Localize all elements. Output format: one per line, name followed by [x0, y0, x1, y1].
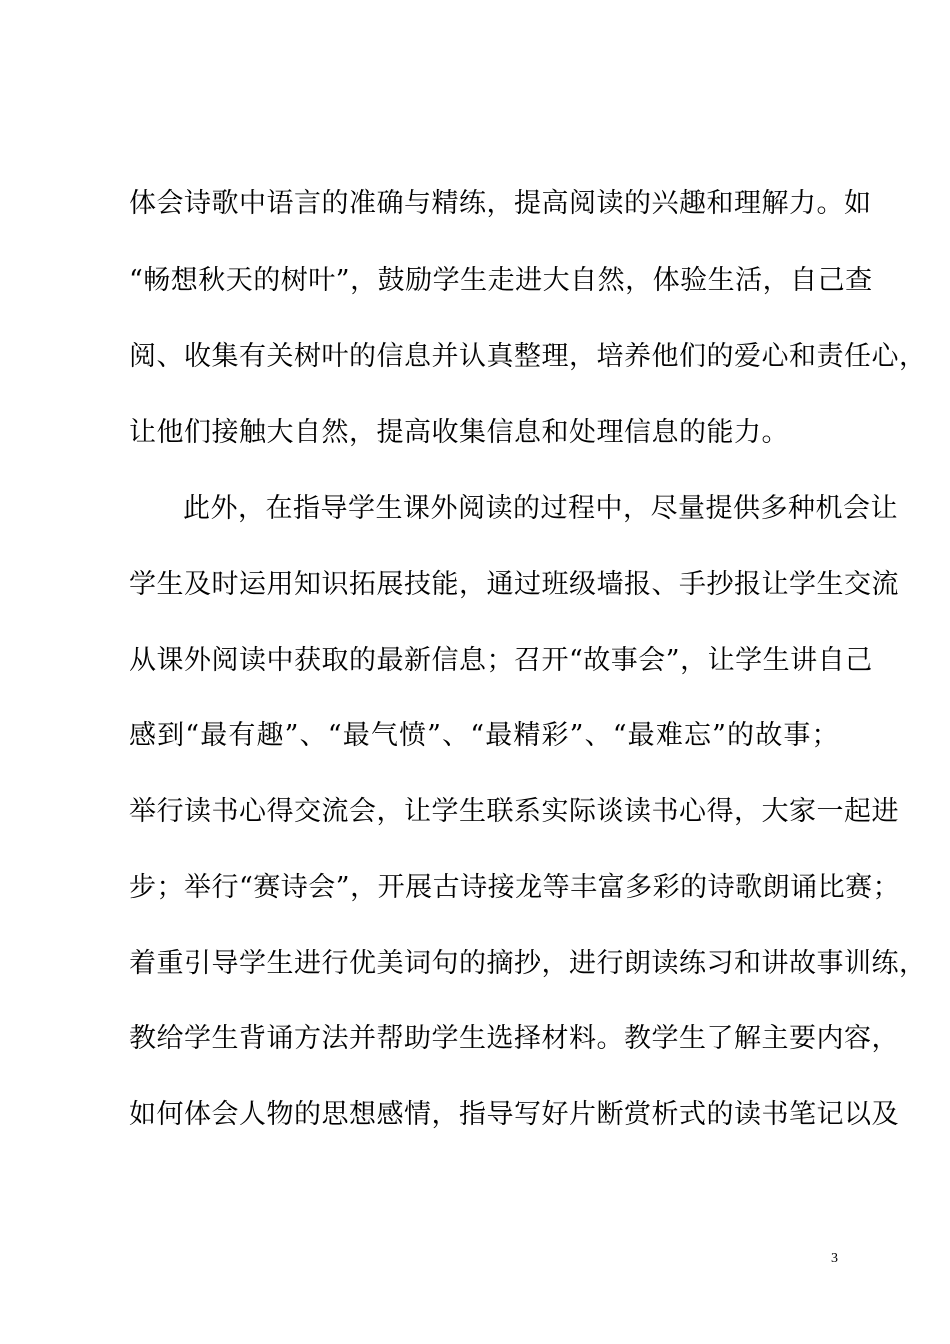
paragraph-line: 如何体会人物的思想感情，指导写好片断赏析式的读书笔记以及: [129, 1099, 899, 1130]
paragraph-line: 举行读书心得交流会，让学生联系实际谈读书心得，大家一起进: [129, 796, 899, 827]
paragraph-line: 此外，在指导学生课外阅读的过程中，尽量提供多种机会让: [183, 493, 898, 524]
paragraph-line: 让他们接触大自然，提高收集信息和处理信息的能力。: [129, 417, 789, 448]
paragraph-line: “畅想秋天的树叶”，鼓励学生走进大自然，体验生活，自己查: [129, 265, 873, 296]
paragraph-line: 步；举行“赛诗会”，开展古诗接龙等丰富多彩的诗歌朗诵比赛；: [129, 872, 901, 903]
page-number: 3: [831, 1251, 838, 1266]
paragraph-line: 感到“最有趣”、“最气愤”、“最精彩”、“最难忘”的故事；: [129, 720, 839, 751]
paragraph-line: 教给学生背诵方法并帮助学生选择材料。教学生了解主要内容，: [129, 1023, 899, 1054]
paragraph-line: 学生及时运用知识拓展技能，通过班级墙报、手抄报让学生交流: [129, 569, 899, 600]
paragraph-line: 阅、收集有关树叶的信息并认真整理，培养他们的爱心和责任心，: [129, 341, 927, 372]
paragraph-line: 着重引导学生进行优美词句的摘抄，进行朗读练习和讲故事训练，: [129, 948, 927, 979]
paragraph-line: 从课外阅读中获取的最新信息；召开“故事会”，让学生讲自己: [129, 645, 873, 676]
paragraph-line: 体会诗歌中语言的准确与精练，提高阅读的兴趣和理解力。如: [129, 188, 872, 219]
